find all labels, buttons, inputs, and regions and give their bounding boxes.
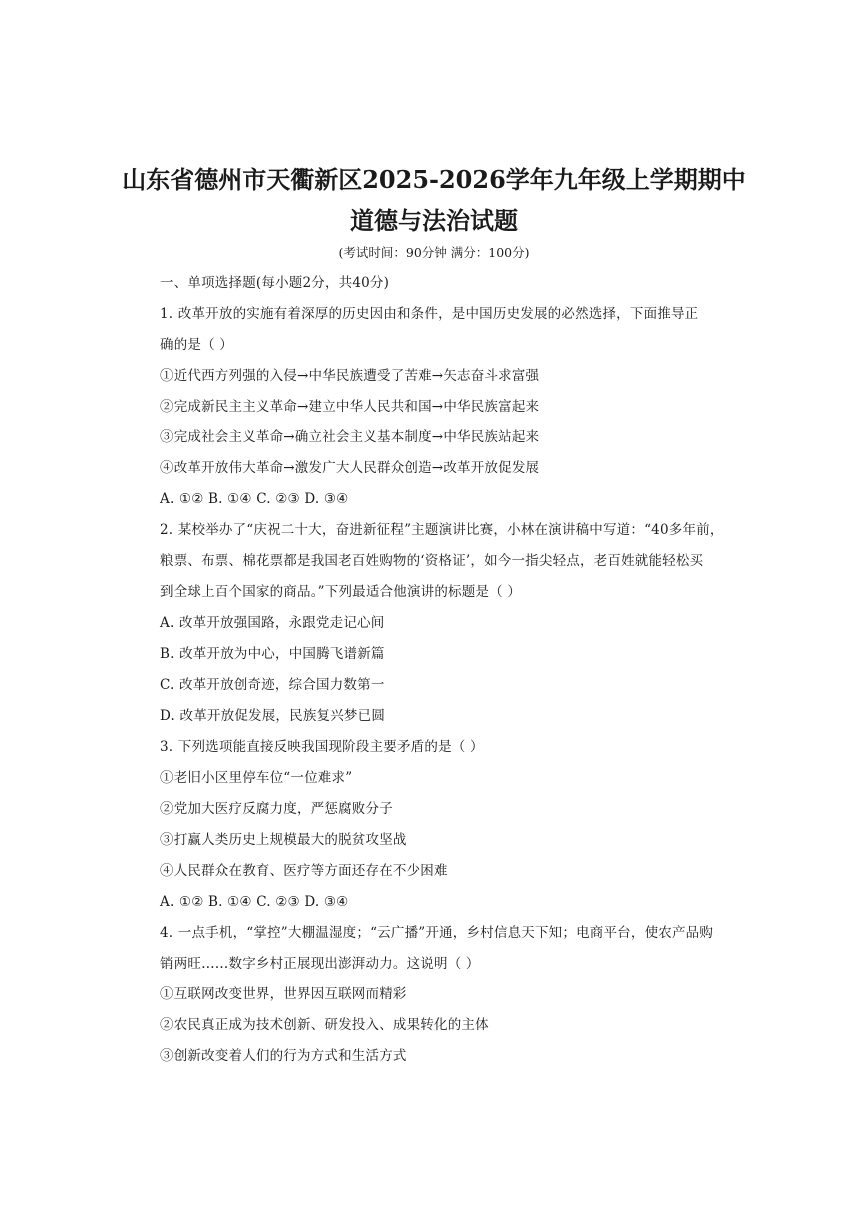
q4-item2: ②农民真正成为技术创新、研发投入、成果转化的主体: [160, 1017, 489, 1033]
q1-stem-line2: 确的是（ ）: [160, 337, 233, 353]
q1-item1: ①近代西方列强的入侵→中华民族遭受了苦难→矢志奋斗求富强: [160, 368, 540, 384]
q2-stem-line2: 粮票、布票、棉花票都是我国老百姓购物的‘资格证’，如今一指尖轻点，老百姓就能轻松买: [160, 553, 704, 569]
q4-stem-line1: 4. 一点手机，“掌控”大棚温湿度；“云广播”开通，乡村信息天下知；电商平台，使农产品购: [160, 925, 714, 941]
q3-item1: ①老旧小区里停车位“一位难求”: [160, 770, 353, 786]
q1-item2: ②完成新民主主义革命→建立中华人民共和国→中华民族富起来: [160, 399, 540, 415]
q2-option-d: D. 改革开放促发展，民族复兴梦已圆: [160, 708, 386, 724]
q2-option-c: C. 改革开放创奇迹，综合国力数第一: [160, 677, 385, 693]
q3-stem: 3. 下列选项能直接反映我国现阶段主要矛盾的是（ ）: [160, 739, 484, 755]
page-subtitle: 道德与法治试题: [350, 206, 518, 235]
q4-item3: ③创新改变着人们的行为方式和生活方式: [160, 1048, 407, 1064]
q3-item4: ④人民群众在教育、医疗等方面还存在不少困难: [160, 863, 448, 879]
q1-options: A. ①② B. ①④ C. ②③ D. ③④: [160, 491, 349, 507]
q2-option-a: A. 改革开放强国路，永跟党走记心间: [160, 615, 385, 631]
q1-item4: ④改革开放伟大革命→激发广大人民群众创造→改革开放促发展: [160, 460, 540, 476]
page-title: 山东省德州市天衢新区2025-2026学年九年级上学期期中: [122, 165, 746, 194]
q2-stem-line1: 2. 某校举办了“庆祝二十大，奋进新征程”主题演讲比赛，小林在演讲稿中写道：“40多年前，: [160, 522, 724, 538]
q3-item3: ③打赢人类历史上规模最大的脱贫攻坚战: [160, 832, 407, 848]
q1-stem-line1: 1. 改革开放的实施有着深厚的历史因由和条件，是中国历史发展的必然选择，下面推导正: [160, 306, 699, 322]
exam-info: (考试时间：90分钟 满分：100分): [338, 245, 530, 260]
q3-item2: ②党加大医疗反腐力度，严惩腐败分子: [160, 801, 393, 817]
q4-stem-line2: 销两旺……数字乡村正展现出澎湃动力。这说明（ ）: [160, 956, 480, 972]
section-heading: 一、单项选择题(每小题2分，共40分): [160, 275, 390, 291]
q1-item3: ③完成社会主义革命→确立社会主义基本制度→中华民族站起来: [160, 429, 540, 445]
q3-options: A. ①② B. ①④ C. ②③ D. ③④: [160, 894, 349, 910]
q4-item1: ①互联网改变世界，世界因互联网而精彩: [160, 986, 407, 1002]
q2-stem-line3: 到全球上百个国家的商品。”下列最适合他演讲的标题是（ ）: [160, 584, 522, 600]
q2-option-b: B. 改革开放为中心，中国腾飞谱新篇: [160, 646, 385, 662]
